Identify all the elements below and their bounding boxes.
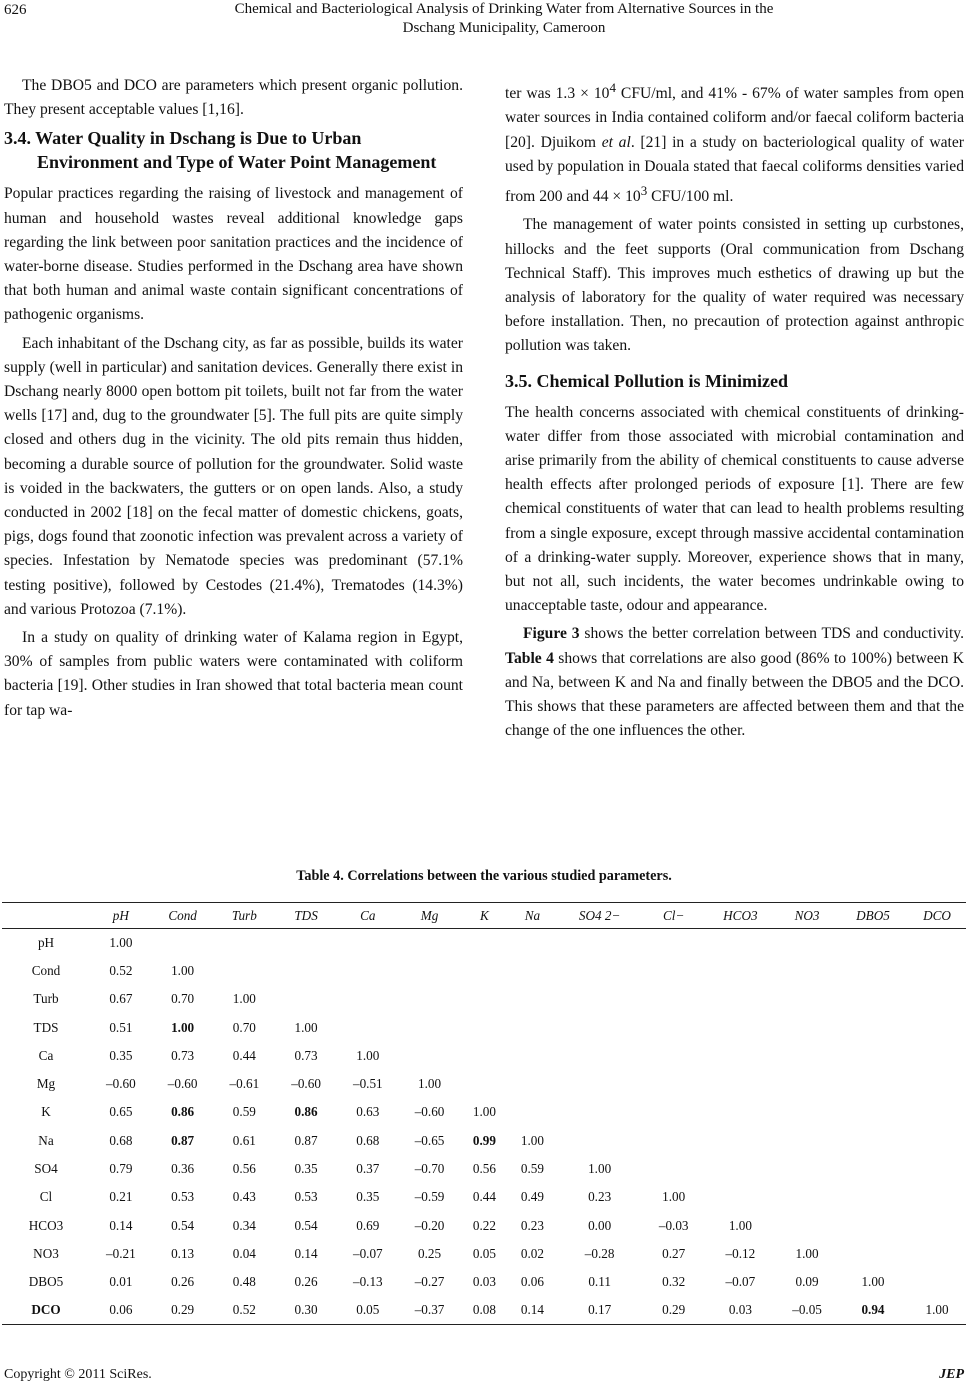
table-cell [460, 985, 508, 1013]
italic-text: et al [601, 133, 631, 151]
table-cell: 0.27 [662, 1245, 686, 1261]
table-cell [705, 985, 777, 1013]
table-cell [908, 1013, 966, 1041]
table-cell: –0.59 [414, 1189, 445, 1205]
table-cell: 1.00 [925, 1302, 949, 1318]
table-cell: 1.00 [232, 991, 256, 1007]
table-cell: 1.00 [356, 1047, 380, 1063]
table-cell: 0.06 [109, 1302, 133, 1318]
table-cell [705, 929, 777, 957]
left-column [4, 74, 463, 727]
figure-reference: Figure 3 [523, 625, 580, 643]
table-cell: 0.94 [861, 1302, 885, 1318]
row-label: NO3 [33, 1245, 59, 1261]
table-row [2, 957, 966, 985]
superscript: 3 [640, 183, 648, 198]
table-cell: 0.32 [662, 1274, 686, 1290]
table-cell: 0.23 [588, 1189, 612, 1205]
table-cell [908, 1211, 966, 1239]
table-cell: –0.60 [414, 1104, 445, 1120]
table-cell: –0.51 [352, 1076, 383, 1092]
row-label: pH [37, 934, 55, 950]
table-cell [508, 1070, 556, 1098]
table-cell: –0.60 [106, 1076, 136, 1092]
table-cell [556, 985, 642, 1013]
table-caption: Table 4. Correlations between the various studied parameters. [296, 868, 672, 884]
table-cell: –0.28 [584, 1245, 615, 1261]
paragraph: The DBO5 and DCO are parameters which present organic pollution. They present acceptable values [1,16]. [4, 77, 463, 119]
column-header: TDS [294, 907, 318, 923]
table-cell: 0.37 [356, 1161, 380, 1177]
table-row [2, 1127, 966, 1155]
table-cell: 0.73 [294, 1047, 318, 1063]
table-cell: 0.86 [294, 1104, 318, 1120]
table-cell [705, 957, 777, 985]
table-cell: 1.00 [418, 1076, 442, 1092]
table-cell: 0.87 [171, 1132, 195, 1148]
table-cell [776, 1211, 838, 1239]
table-header-row [2, 903, 966, 929]
table-cell [838, 1240, 908, 1268]
table-row [2, 1155, 966, 1183]
table-cell [460, 957, 508, 985]
table-cell: 0.63 [356, 1104, 380, 1120]
table-cell: 0.67 [109, 991, 133, 1007]
table-cell [776, 985, 838, 1013]
table-cell [213, 957, 275, 985]
table-row [2, 1042, 966, 1070]
table-cell [508, 929, 556, 957]
table-cell: 0.51 [109, 1019, 133, 1035]
table-cell: –0.65 [414, 1132, 445, 1148]
table-cell: 0.03 [728, 1302, 752, 1318]
table-cell [399, 1042, 461, 1070]
table-cell: 1.00 [109, 934, 133, 950]
table-cell: –0.21 [106, 1245, 136, 1261]
table-cell: 0.59 [232, 1104, 256, 1120]
table-cell [776, 1183, 838, 1211]
table-reference: Table 4 [505, 649, 554, 667]
table-cell [508, 1013, 556, 1041]
text-run: shows that correlations are also good (86% to 100%) between K and Na, between K and Na and finally between the DBO5 and the DCO. This shows that these parameters are affected between them and that the change of the one influences the other. [505, 649, 964, 740]
row-label: Na [38, 1132, 54, 1148]
journal-footer: JEP [939, 1367, 964, 1382]
paragraph [505, 76, 964, 209]
superscript: 4 [609, 80, 616, 95]
table-cell: 0.02 [520, 1245, 544, 1261]
table-cell: –0.07 [725, 1274, 756, 1290]
table-cell: 1.00 [171, 1019, 195, 1035]
table-cell [908, 929, 966, 957]
table-cell [838, 1070, 908, 1098]
table-cell [643, 929, 705, 957]
row-label: HCO3 [28, 1217, 64, 1233]
table-cell [152, 929, 214, 957]
table-row [2, 1070, 966, 1098]
paragraph: Each inhabitant of the Dschang city, as far as possible, builds its water supply (well in particular) and sanitation devices. Generally there exist in Dschang nearly 8000 open bottom pit toilets, built not far from the water wells [17] and, dug to the groundwater [5]. The full pits are quite simply closed and others dug in the vicinity. The old pits remain thus hidden, becoming a durable source of pollution for the groundwater. Solid waste is voided in the backwaters, the gutters or on open lands. Also, a study conducted in 2002 [18] on the fecal matter of domestic chickens, goats, pigs, dogs found that zoonotic infection was prevalent across a variety of species. Infestation by Nematode species was predominant (57.1% testing positive), followed by Cestodes (21.4%), Trematodes (14.3%) and various Protozoa (7.1%). [4, 334, 463, 618]
table-cell [908, 1070, 966, 1098]
table-cell: 0.87 [294, 1132, 318, 1148]
table-cell: 0.21 [109, 1189, 133, 1205]
table-cell [908, 1098, 966, 1126]
paragraph: The management of water points consisted in setting up curbstones, hillocks and the feet supports (Oral communication from Dschang Technical Staff). This improves much esthetics of drawing up but the analysis of laboratory for the quality of water required was necessary before installation. Then, no precaution of protection against anthropic pollution was taken. [505, 216, 964, 355]
paragraph: The health concerns associated with chemical constituents of drinking-water differ from those associated with microbial contamination and arise primarily from the ability of chemical constituents to cause adverse health effects after prolonged periods of exposure [1]. There are few chemical constituents of water that can lead to health problems resulting from a single exposure, except through massive accidental contamination of a drinking-water supply. Moreover, experience shows that in many, but not all, such incidents, the water becomes undrinkable owing to unacceptable taste, odour and appearance. [505, 403, 964, 615]
table-cell [838, 1098, 908, 1126]
table-cell: 0.23 [520, 1217, 544, 1233]
table-cell: 0.35 [109, 1047, 133, 1063]
table-row [2, 1183, 966, 1211]
table-cell: 0.68 [356, 1132, 380, 1148]
table-cell [399, 985, 461, 1013]
table-cell: 0.26 [171, 1274, 195, 1290]
table-row [2, 1211, 966, 1239]
table-cell [643, 1070, 705, 1098]
table-cell: 0.53 [294, 1189, 318, 1205]
table-cell: 0.56 [472, 1161, 496, 1177]
table-cell [399, 957, 461, 985]
table-cell [643, 1098, 705, 1126]
table-cell: 0.05 [472, 1245, 496, 1261]
table-cell [508, 1042, 556, 1070]
table-cell [838, 957, 908, 985]
table-cell [838, 1127, 908, 1155]
table-cell [705, 1183, 777, 1211]
table-cell [337, 985, 399, 1013]
table-cell [556, 1098, 642, 1126]
table-cell [776, 1042, 838, 1070]
row-label: Mg [36, 1076, 56, 1092]
table-cell [705, 1127, 777, 1155]
column-header: K [480, 907, 489, 923]
table-cell [643, 957, 705, 985]
paragraph: Popular practices regarding the raising of livestock and management of human and household wastes reveal additional knowledge gaps regarding the link between poor sanitation practices and the incidence of water-borne disease. Studies performed in the Dschang area have shown that both human and animal waste contain significant concentrations of pathogenic organisms. [4, 185, 463, 324]
table-cell [838, 1183, 908, 1211]
table-cell: 0.54 [171, 1217, 195, 1233]
table-cell: –0.60 [291, 1076, 321, 1092]
table-cell [556, 929, 642, 957]
right-column [505, 76, 964, 747]
table-cell [556, 1013, 642, 1041]
column-header: Cond [168, 907, 197, 923]
section-heading-3-4: 3.4. Water Quality in Dschang is Due to Urban Environment and Type of Water Point Management [4, 128, 437, 173]
text-run: shows the better correlation between TDS and conductivity. [579, 625, 964, 643]
table-cell: 0.25 [418, 1245, 442, 1261]
table-cell [213, 929, 275, 957]
table-cell: –0.03 [658, 1217, 689, 1233]
column-header: Na [524, 907, 541, 923]
running-header-line1: Chemical and Bacteriological Analysis of Drinking Water from Alternative Sources in the [234, 1, 774, 17]
table-cell: 1.00 [588, 1161, 612, 1177]
table-cell [908, 1240, 966, 1268]
running-header-line2: Dschang Municipality, Cameroon [402, 20, 606, 36]
column-header: DBO5 [856, 907, 890, 923]
table-cell [643, 1155, 705, 1183]
row-label: DBO5 [28, 1274, 64, 1290]
table-cell [556, 1070, 642, 1098]
table-row [2, 1240, 966, 1268]
table-cell: 0.52 [232, 1302, 256, 1318]
row-label: TDS [33, 1019, 59, 1035]
table-cell: –0.60 [167, 1076, 198, 1092]
table-cell [838, 929, 908, 957]
row-label: K [41, 1104, 51, 1120]
table-cell: 0.59 [520, 1161, 544, 1177]
paragraph: In a study on quality of drinking water of Kalama region in Egypt, 30% of samples from public waters were contaminated with coliform bacteria [19]. Other studies in Iran showed that total bacteria mean count for tap wa- [4, 629, 463, 719]
table-cell [838, 985, 908, 1013]
table-cell: 0.36 [171, 1161, 195, 1177]
table-cell [776, 1013, 838, 1041]
table-cell: 1.00 [861, 1274, 885, 1290]
table-cell: 0.14 [109, 1217, 133, 1233]
column-header: Mg [420, 907, 439, 923]
table-cell: 0.68 [109, 1132, 133, 1148]
table-cell: 0.29 [171, 1302, 195, 1318]
table-cell [776, 1070, 838, 1098]
section-heading-3-5: 3.5. Chemical Pollution is Minimized [505, 370, 788, 391]
table-cell: –0.61 [229, 1076, 260, 1092]
table-cell: 0.65 [109, 1104, 133, 1120]
table-cell: 0.05 [356, 1302, 380, 1318]
table-cell [556, 957, 642, 985]
table-cell [908, 1155, 966, 1183]
row-label: DCO [31, 1302, 61, 1318]
table-cell [776, 1127, 838, 1155]
table-cell: 0.53 [171, 1189, 195, 1205]
table-cell: 0.03 [472, 1274, 496, 1290]
column-header: NO3 [794, 907, 820, 923]
table-cell [776, 957, 838, 985]
table-cell: 0.17 [588, 1302, 612, 1318]
row-label: SO4 [34, 1161, 58, 1177]
table-cell: 0.30 [294, 1302, 318, 1318]
table-cell [838, 1013, 908, 1041]
table-cell: 0.70 [171, 991, 195, 1007]
table-cell: 0.35 [356, 1189, 380, 1205]
table-cell [908, 1183, 966, 1211]
table-cell [643, 1127, 705, 1155]
table-cell [275, 985, 337, 1013]
table-cell: –0.05 [792, 1302, 822, 1318]
column-header: DCO [923, 907, 951, 923]
table-cell: 0.04 [232, 1245, 256, 1261]
table-cell: 0.34 [232, 1217, 256, 1233]
table-row [2, 985, 966, 1013]
table-cell [460, 1042, 508, 1070]
table-cell [399, 929, 461, 957]
table-cell: 1.00 [728, 1217, 752, 1233]
column-header: SO4 2− [578, 907, 621, 923]
table-cell: 1.00 [795, 1245, 819, 1261]
row-label: Turb [33, 991, 59, 1007]
table-cell [460, 929, 508, 957]
table-cell: 1.00 [662, 1189, 686, 1205]
table-cell: 0.99 [472, 1132, 496, 1148]
table-cell: –0.27 [414, 1274, 445, 1290]
table-cell [838, 1211, 908, 1239]
table-cell: 1.00 [294, 1019, 318, 1035]
table-cell [838, 1155, 908, 1183]
table-cell [705, 1042, 777, 1070]
table-cell [275, 957, 337, 985]
table-cell [508, 985, 556, 1013]
table-cell: 0.86 [171, 1104, 195, 1120]
table-cell: 0.00 [588, 1217, 612, 1233]
table-cell: 0.35 [294, 1161, 318, 1177]
table-cell [460, 1013, 508, 1041]
table-cell [556, 1042, 642, 1070]
table-cell: 0.49 [520, 1189, 544, 1205]
copyright-footer: Copyright © 2011 SciRes. [4, 1367, 152, 1382]
page-number: 626 [4, 2, 27, 18]
table-cell: 0.73 [171, 1047, 195, 1063]
table-cell: 0.48 [232, 1274, 256, 1290]
running-header [120, 0, 888, 38]
table-cell [908, 957, 966, 985]
table-cell: 0.61 [232, 1132, 256, 1148]
table-cell: 0.54 [294, 1217, 318, 1233]
column-header: Cl− [663, 907, 685, 923]
table-cell: 0.11 [588, 1274, 611, 1290]
text-run: CFU/100 ml. [647, 188, 734, 206]
table-cell: 0.44 [232, 1047, 256, 1063]
table-row [2, 1098, 966, 1126]
column-header: Ca [360, 907, 376, 923]
row-label: Cond [31, 962, 61, 978]
table-cell [643, 1013, 705, 1041]
text-run: CFU/ml, and 41% - 67% of water samples from open water sources in India contained coliform and/or faecal coliform bacteria [20]. Djuikom [505, 85, 965, 151]
table-cell: 0.01 [109, 1274, 133, 1290]
table-cell: –0.20 [414, 1217, 445, 1233]
table-row [2, 1013, 966, 1041]
table-cell: 0.14 [294, 1245, 318, 1261]
column-header: HCO3 [723, 907, 758, 923]
table-cell: 0.13 [171, 1245, 195, 1261]
column-header [2, 903, 90, 929]
table-cell: 0.52 [109, 962, 133, 978]
table-cell [705, 1013, 777, 1041]
table-cell [337, 929, 399, 957]
table-cell [460, 1070, 508, 1098]
table-cell [508, 1098, 556, 1126]
table-cell: 0.79 [109, 1161, 133, 1177]
table-cell: 0.09 [795, 1274, 819, 1290]
table-cell [556, 1127, 642, 1155]
table-cell: –0.13 [352, 1274, 383, 1290]
row-label: Cl [39, 1189, 53, 1205]
table-cell: 0.06 [520, 1274, 544, 1290]
table-cell [908, 1042, 966, 1070]
table-cell: 0.08 [472, 1302, 496, 1318]
table-cell: 0.70 [232, 1019, 256, 1035]
table-cell: 1.00 [171, 962, 195, 978]
table-row [2, 929, 966, 957]
column-header: pH [112, 907, 129, 923]
table-cell [705, 1155, 777, 1183]
table-cell: –0.37 [414, 1302, 445, 1318]
table-cell [337, 1013, 399, 1041]
table-cell: 0.29 [662, 1302, 686, 1318]
table-cell [776, 1155, 838, 1183]
row-label: Ca [38, 1047, 54, 1063]
table-cell [705, 1070, 777, 1098]
table-cell: 0.43 [232, 1189, 256, 1205]
text-run: ter was 1.3 × 10 [505, 85, 610, 103]
table-cell [776, 929, 838, 957]
table-cell [908, 1268, 966, 1296]
table-cell: 1.00 [472, 1104, 496, 1120]
table-cell [643, 985, 705, 1013]
table-cell [908, 985, 966, 1013]
table-cell: 0.44 [472, 1189, 496, 1205]
table-row [2, 1296, 966, 1324]
table-cell [275, 929, 337, 957]
correlation-table [2, 902, 966, 1325]
table-cell: –0.12 [725, 1245, 756, 1261]
table-cell: 0.69 [356, 1217, 380, 1233]
table-cell [337, 957, 399, 985]
table-cell: –0.70 [414, 1161, 445, 1177]
table-cell [908, 1127, 966, 1155]
table-cell [776, 1098, 838, 1126]
table-cell [838, 1042, 908, 1070]
table-cell: 0.56 [232, 1161, 256, 1177]
table-cell [643, 1042, 705, 1070]
table-cell: –0.07 [352, 1245, 383, 1261]
table-cell: 0.22 [472, 1217, 496, 1233]
column-header: Turb [231, 907, 257, 923]
table-cell: 0.26 [294, 1274, 318, 1290]
table-cell [508, 957, 556, 985]
table-cell [705, 1098, 777, 1126]
table-body [2, 929, 966, 1325]
table-row [2, 1268, 966, 1296]
text-run: . [21] in a study on bacteriological quality of water used by population in Douala stated that faecal coliforms densities varied from 200 and 44 × 10 [505, 133, 964, 206]
table-cell: 1.00 [520, 1132, 544, 1148]
table-cell: 0.14 [520, 1302, 544, 1318]
table-cell [399, 1013, 461, 1041]
paragraph [505, 622, 964, 743]
